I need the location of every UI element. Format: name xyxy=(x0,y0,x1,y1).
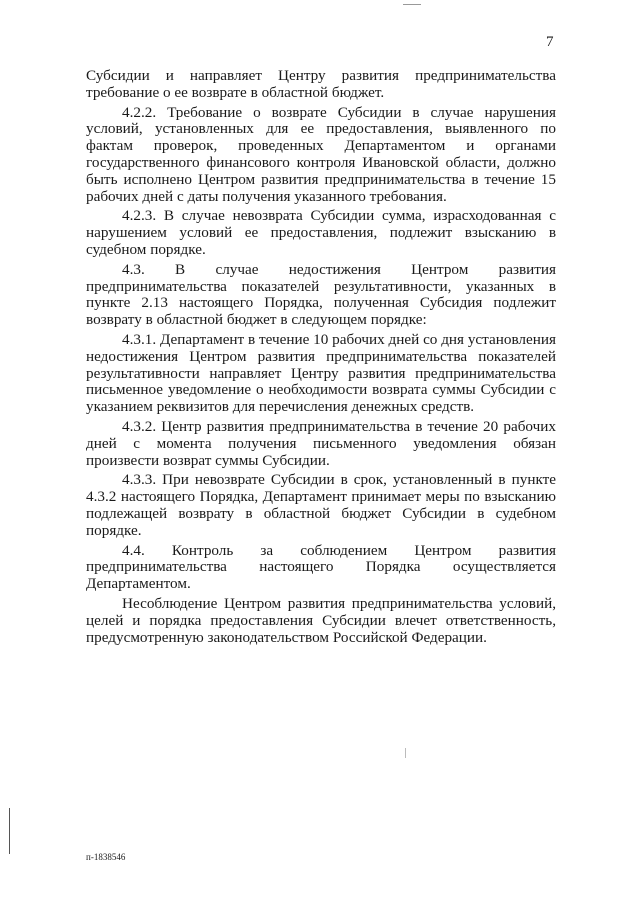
paragraph: 4.4. Контроль за соблюдением Центром развития предпринимательства настоящего Порядка осуществляется Департаментом. xyxy=(86,541,556,593)
paragraph: Субсидии и направляет Центру развития предпринимательства требование о ее возврате в областной бюджет. xyxy=(86,67,556,101)
scan-artifact xyxy=(9,808,10,854)
paragraph: 4.3. В случае недостижения Центром развития предпринимательства показателей результативности, указанных в пункте 2.13 настоящего Порядка, полученная Субсидия подлежит возврату в областной бюджет в следующем порядке: xyxy=(86,260,556,329)
paragraph: 4.3.3. При невозврате Субсидии в срок, установленный в пункте 4.3.2 настоящего Порядка, Департамент принимает меры по взысканию подлежащей возврату в областной бюджет Субсидии в судебном порядке. xyxy=(86,471,556,539)
paragraph: 4.3.1. Департамент в течение 10 рабочих дней со дня установления недостижения Центром развития предпринимательства показателей результативности направляет Центру развития предпринимательства письменное уведомление о необходимости возврата суммы Субсидии с указанием реквизитов для перечисления денежных средств. xyxy=(86,330,556,416)
document-code: п-1838546 xyxy=(86,852,126,862)
document-body xyxy=(86,68,556,649)
scan-artifact xyxy=(403,4,421,5)
paragraph: 4.2.3. В случае невозврата Субсидии сумма, израсходованная с нарушением условий ее предоставления, подлежит взысканию в судебном порядке. xyxy=(86,207,556,258)
paragraph: Несоблюдение Центром развития предпринимательства условий, целей и порядка предоставления Субсидии влечет ответственность, предусмотренную законодательством Российской Федерации. xyxy=(86,594,556,646)
paragraph: 4.2.2. Требование о возврате Субсидии в случае нарушения условий, установленных для ее предоставления, выявленного по фактам проверок, проведенных Департаментом и органами государственного финансового контроля Ивановской области, должно быть исполнено Центром развития предпринимательства в течение 15 рабочих дней с даты получения указанного требования. xyxy=(86,103,556,205)
page-number: 7 xyxy=(546,34,554,50)
scan-artifact xyxy=(405,748,406,758)
paragraph: 4.3.2. Центр развития предпринимательства в течение 20 рабочих дней с момента получения письменного уведомления обязан произвести возврат суммы Субсидии. xyxy=(86,417,556,469)
